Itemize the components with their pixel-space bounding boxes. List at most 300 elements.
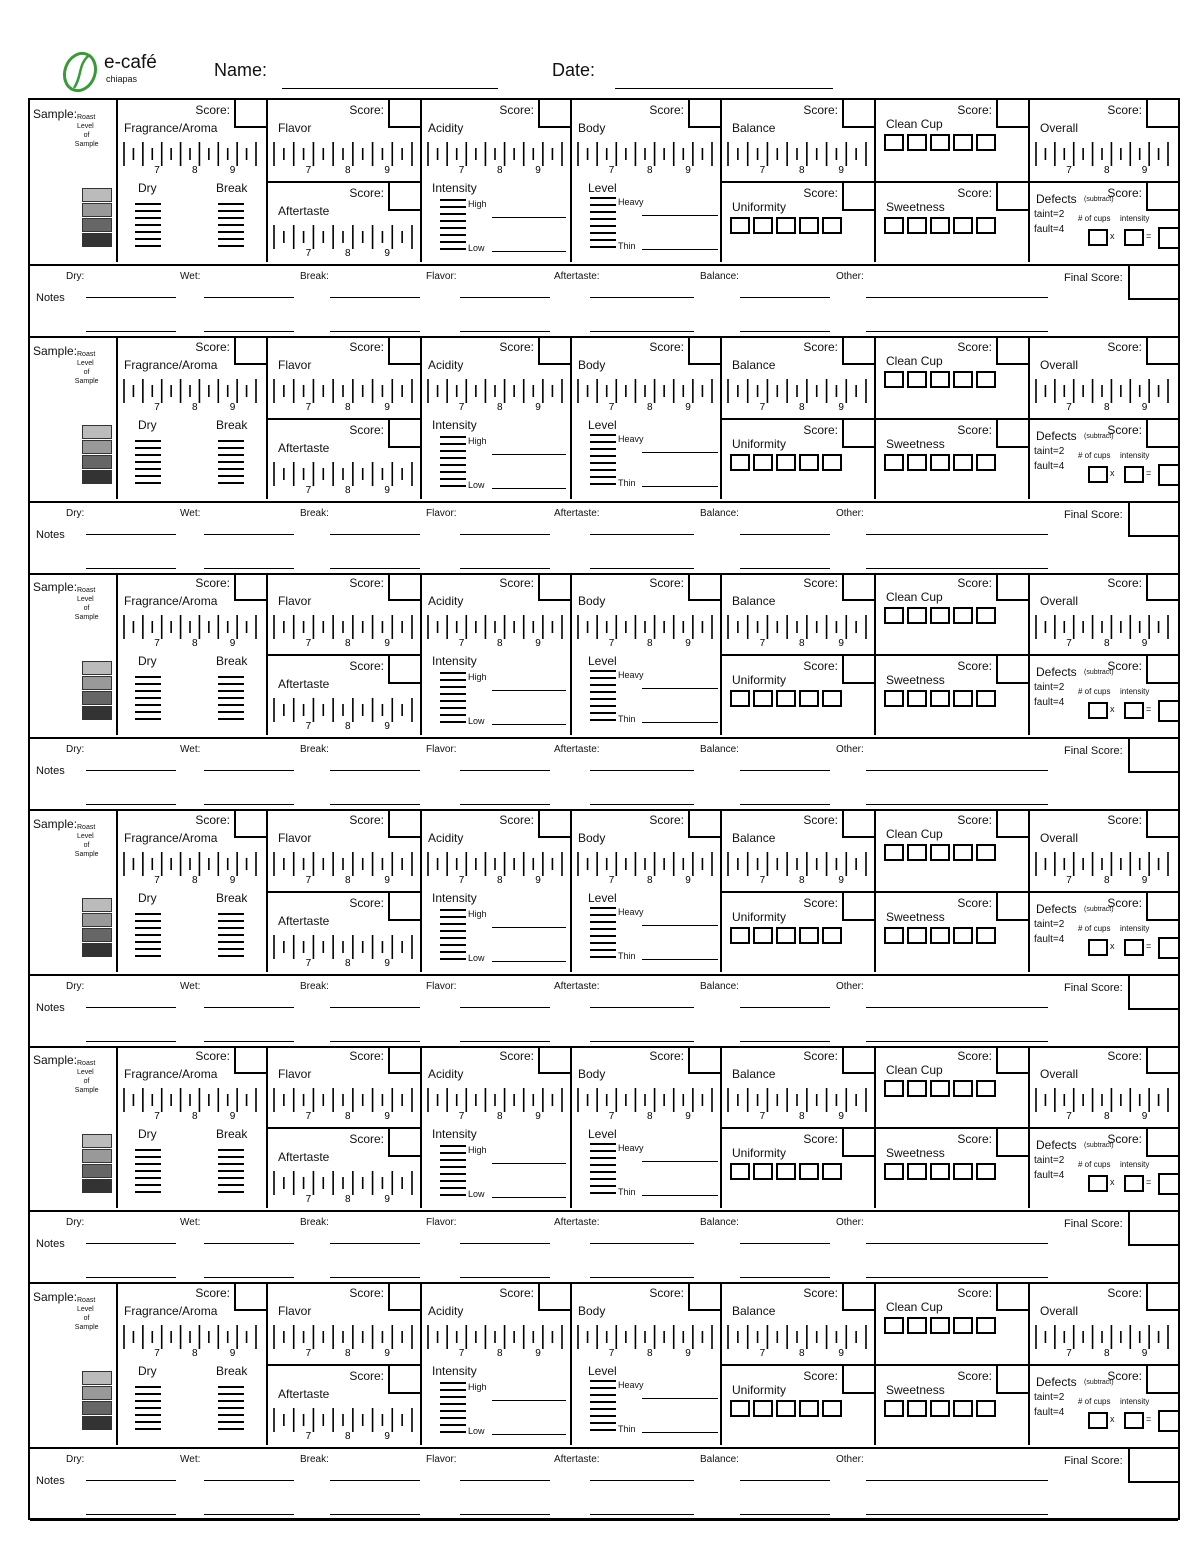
dry-intensity-scale[interactable]: [135, 1149, 161, 1198]
overall-scale[interactable]: [1032, 613, 1172, 647]
overall-score-box[interactable]: [1146, 337, 1178, 365]
cleancup-score-box[interactable]: [996, 337, 1028, 365]
body-level-scale[interactable]: [590, 670, 616, 726]
cup-checkbox[interactable]: [930, 607, 950, 624]
notes-line[interactable]: [204, 804, 294, 805]
cup-checkbox[interactable]: [753, 454, 773, 471]
cup-checkbox[interactable]: [930, 690, 950, 707]
balance-scale[interactable]: [724, 140, 870, 174]
cup-checkbox[interactable]: [822, 1163, 842, 1180]
notes-line[interactable]: [330, 1480, 420, 1481]
overall-scale[interactable]: [1032, 140, 1172, 174]
acidity-note-line[interactable]: [492, 217, 566, 218]
notes-line[interactable]: [866, 770, 1048, 771]
flavor-score-box[interactable]: [388, 1283, 420, 1311]
notes-line[interactable]: [866, 1277, 1048, 1278]
balance-score-box[interactable]: [842, 573, 874, 601]
body-score-box[interactable]: [688, 810, 720, 838]
notes-line[interactable]: [740, 1480, 830, 1481]
notes-line[interactable]: [590, 1277, 694, 1278]
flavor-scale[interactable]: [270, 377, 416, 411]
defects-score-box[interactable]: [1146, 1366, 1178, 1394]
acidity-intensity-scale[interactable]: [440, 199, 466, 255]
acidity-scale[interactable]: [424, 1323, 566, 1357]
cup-checkbox[interactable]: [930, 134, 950, 151]
uniformity-checkboxes[interactable]: [730, 690, 842, 707]
flavor-score-box[interactable]: [388, 810, 420, 838]
notes-line[interactable]: [86, 1243, 176, 1244]
cup-checkbox[interactable]: [822, 927, 842, 944]
final-score-box[interactable]: [1128, 737, 1178, 773]
sweetness-checkboxes[interactable]: [884, 690, 996, 707]
cup-checkbox[interactable]: [976, 927, 996, 944]
final-score-box[interactable]: [1128, 501, 1178, 537]
sample-cell[interactable]: [30, 1046, 118, 1208]
intensity-box[interactable]: [1124, 229, 1144, 246]
cup-checkbox[interactable]: [730, 690, 750, 707]
balance-scale[interactable]: [724, 613, 870, 647]
balance-score-box[interactable]: [842, 1046, 874, 1074]
cup-checkbox[interactable]: [730, 927, 750, 944]
cup-checkbox[interactable]: [884, 844, 904, 861]
fragrance-scale[interactable]: [120, 850, 260, 884]
cup-checkbox[interactable]: [799, 454, 819, 471]
notes-line[interactable]: [330, 1007, 420, 1008]
fragrance-scale[interactable]: [120, 140, 260, 174]
defects-score-box[interactable]: [1146, 893, 1178, 921]
uniformity-checkboxes[interactable]: [730, 927, 842, 944]
cup-checkbox[interactable]: [730, 217, 750, 234]
notes-line[interactable]: [86, 1514, 176, 1515]
cup-checkbox[interactable]: [776, 454, 796, 471]
notes-line[interactable]: [740, 1277, 830, 1278]
cup-checkbox[interactable]: [907, 1080, 927, 1097]
fragrance-score-box[interactable]: [234, 1046, 266, 1074]
notes-line[interactable]: [866, 1243, 1048, 1244]
body-note-line[interactable]: [642, 1432, 718, 1433]
notes-line[interactable]: [590, 331, 694, 332]
break-intensity-scale[interactable]: [218, 1149, 244, 1198]
cup-checkbox[interactable]: [884, 690, 904, 707]
date-field[interactable]: [615, 88, 833, 89]
notes-line[interactable]: [460, 1243, 550, 1244]
final-score-box[interactable]: [1128, 1447, 1178, 1483]
cup-checkbox[interactable]: [776, 1163, 796, 1180]
cup-checkbox[interactable]: [730, 1163, 750, 1180]
balance-score-box[interactable]: [842, 810, 874, 838]
dry-intensity-scale[interactable]: [135, 1386, 161, 1435]
cup-checkbox[interactable]: [976, 1080, 996, 1097]
sweetness-checkboxes[interactable]: [884, 1163, 996, 1180]
dry-intensity-scale[interactable]: [135, 676, 161, 725]
defects-result-box[interactable]: [1158, 700, 1180, 722]
sweetness-score-box[interactable]: [996, 656, 1028, 684]
cup-checkbox[interactable]: [953, 217, 973, 234]
notes-line[interactable]: [460, 331, 550, 332]
defects-score-box[interactable]: [1146, 420, 1178, 448]
notes-line[interactable]: [86, 1007, 176, 1008]
defects-result-box[interactable]: [1158, 1173, 1180, 1195]
acidity-note-line[interactable]: [492, 1434, 566, 1435]
cup-checkbox[interactable]: [930, 217, 950, 234]
cup-checkbox[interactable]: [907, 690, 927, 707]
break-intensity-scale[interactable]: [218, 676, 244, 725]
overall-scale[interactable]: [1032, 1086, 1172, 1120]
flavor-score-box[interactable]: [388, 1046, 420, 1074]
acidity-note-line[interactable]: [492, 488, 566, 489]
acidity-score-box[interactable]: [538, 1283, 570, 1311]
body-score-box[interactable]: [688, 1046, 720, 1074]
final-score-box[interactable]: [1128, 974, 1178, 1010]
cup-checkbox[interactable]: [822, 217, 842, 234]
body-score-box[interactable]: [688, 573, 720, 601]
acidity-scale[interactable]: [424, 613, 566, 647]
notes-line[interactable]: [460, 1480, 550, 1481]
notes-line[interactable]: [590, 568, 694, 569]
flavor-scale[interactable]: [270, 613, 416, 647]
break-intensity-scale[interactable]: [218, 440, 244, 489]
cup-checkbox[interactable]: [976, 134, 996, 151]
flavor-score-box[interactable]: [388, 573, 420, 601]
body-note-line[interactable]: [642, 249, 718, 250]
acidity-note-line[interactable]: [492, 927, 566, 928]
cup-checkbox[interactable]: [953, 1163, 973, 1180]
acidity-note-line[interactable]: [492, 251, 566, 252]
overall-score-box[interactable]: [1146, 100, 1178, 128]
aftertaste-score-box[interactable]: [388, 420, 420, 448]
notes-line[interactable]: [740, 1514, 830, 1515]
cup-checkbox[interactable]: [976, 690, 996, 707]
notes-line[interactable]: [330, 568, 420, 569]
intensity-box[interactable]: [1124, 1175, 1144, 1192]
sweetness-checkboxes[interactable]: [884, 217, 996, 234]
body-note-line[interactable]: [642, 925, 718, 926]
notes-line[interactable]: [590, 1041, 694, 1042]
cleancup-checkboxes[interactable]: [884, 844, 996, 861]
cleancup-checkboxes[interactable]: [884, 1080, 996, 1097]
overall-score-box[interactable]: [1146, 1283, 1178, 1311]
cup-checkbox[interactable]: [753, 927, 773, 944]
fragrance-scale[interactable]: [120, 1323, 260, 1357]
balance-scale[interactable]: [724, 377, 870, 411]
acidity-note-line[interactable]: [492, 961, 566, 962]
uniformity-checkboxes[interactable]: [730, 454, 842, 471]
notes-line[interactable]: [866, 1514, 1048, 1515]
acidity-score-box[interactable]: [538, 1046, 570, 1074]
num-cups-box[interactable]: [1088, 466, 1108, 483]
cleancup-score-box[interactable]: [996, 810, 1028, 838]
notes-line[interactable]: [204, 1277, 294, 1278]
notes-line[interactable]: [330, 770, 420, 771]
notes-line[interactable]: [460, 568, 550, 569]
body-note-line[interactable]: [642, 1161, 718, 1162]
balance-scale[interactable]: [724, 1323, 870, 1357]
body-note-line[interactable]: [642, 722, 718, 723]
body-scale[interactable]: [574, 850, 716, 884]
body-note-line[interactable]: [642, 215, 718, 216]
flavor-scale[interactable]: [270, 1323, 416, 1357]
uniformity-score-box[interactable]: [842, 893, 874, 921]
num-cups-box[interactable]: [1088, 939, 1108, 956]
acidity-note-line[interactable]: [492, 690, 566, 691]
acidity-note-line[interactable]: [492, 1163, 566, 1164]
cup-checkbox[interactable]: [953, 607, 973, 624]
fragrance-score-box[interactable]: [234, 100, 266, 128]
fragrance-score-box[interactable]: [234, 1283, 266, 1311]
cup-checkbox[interactable]: [799, 1163, 819, 1180]
cup-checkbox[interactable]: [776, 690, 796, 707]
dry-intensity-scale[interactable]: [135, 203, 161, 252]
sample-cell[interactable]: [30, 810, 118, 972]
acidity-scale[interactable]: [424, 850, 566, 884]
flavor-scale[interactable]: [270, 1086, 416, 1120]
notes-line[interactable]: [590, 1480, 694, 1481]
body-note-line[interactable]: [642, 688, 718, 689]
notes-line[interactable]: [86, 331, 176, 332]
cup-checkbox[interactable]: [930, 1317, 950, 1334]
cup-checkbox[interactable]: [930, 1080, 950, 1097]
aftertaste-scale[interactable]: [270, 1169, 416, 1203]
notes-line[interactable]: [330, 297, 420, 298]
cup-checkbox[interactable]: [776, 217, 796, 234]
aftertaste-score-box[interactable]: [388, 656, 420, 684]
body-level-scale[interactable]: [590, 197, 616, 253]
dry-intensity-scale[interactable]: [135, 913, 161, 962]
sweetness-checkboxes[interactable]: [884, 927, 996, 944]
aftertaste-scale[interactable]: [270, 1406, 416, 1440]
notes-line[interactable]: [740, 1007, 830, 1008]
cup-checkbox[interactable]: [907, 607, 927, 624]
defects-result-box[interactable]: [1158, 1410, 1180, 1432]
cup-checkbox[interactable]: [953, 927, 973, 944]
flavor-scale[interactable]: [270, 850, 416, 884]
sweetness-checkboxes[interactable]: [884, 454, 996, 471]
cup-checkbox[interactable]: [884, 217, 904, 234]
cleancup-checkboxes[interactable]: [884, 1317, 996, 1334]
cup-checkbox[interactable]: [953, 371, 973, 388]
num-cups-box[interactable]: [1088, 702, 1108, 719]
cup-checkbox[interactable]: [930, 1400, 950, 1417]
fragrance-scale[interactable]: [120, 1086, 260, 1120]
cup-checkbox[interactable]: [976, 371, 996, 388]
overall-scale[interactable]: [1032, 377, 1172, 411]
cup-checkbox[interactable]: [976, 844, 996, 861]
defects-result-box[interactable]: [1158, 937, 1180, 959]
notes-line[interactable]: [460, 1041, 550, 1042]
intensity-box[interactable]: [1124, 939, 1144, 956]
cup-checkbox[interactable]: [884, 371, 904, 388]
intensity-box[interactable]: [1124, 1412, 1144, 1429]
cup-checkbox[interactable]: [730, 1400, 750, 1417]
cup-checkbox[interactable]: [799, 217, 819, 234]
notes-line[interactable]: [86, 804, 176, 805]
cup-checkbox[interactable]: [753, 217, 773, 234]
defects-score-box[interactable]: [1146, 656, 1178, 684]
overall-scale[interactable]: [1032, 850, 1172, 884]
cleancup-score-box[interactable]: [996, 1046, 1028, 1074]
cup-checkbox[interactable]: [976, 1317, 996, 1334]
overall-score-box[interactable]: [1146, 1046, 1178, 1074]
notes-line[interactable]: [866, 1007, 1048, 1008]
cup-checkbox[interactable]: [976, 454, 996, 471]
body-level-scale[interactable]: [590, 907, 616, 963]
notes-line[interactable]: [866, 804, 1048, 805]
cup-checkbox[interactable]: [799, 1400, 819, 1417]
body-scale[interactable]: [574, 1086, 716, 1120]
notes-line[interactable]: [460, 534, 550, 535]
flavor-score-box[interactable]: [388, 100, 420, 128]
notes-line[interactable]: [86, 1277, 176, 1278]
body-level-scale[interactable]: [590, 1380, 616, 1436]
uniformity-score-box[interactable]: [842, 1129, 874, 1157]
break-intensity-scale[interactable]: [218, 913, 244, 962]
acidity-note-line[interactable]: [492, 454, 566, 455]
sweetness-score-box[interactable]: [996, 893, 1028, 921]
cleancup-checkboxes[interactable]: [884, 371, 996, 388]
body-scale[interactable]: [574, 1323, 716, 1357]
aftertaste-score-box[interactable]: [388, 183, 420, 211]
cup-checkbox[interactable]: [907, 1317, 927, 1334]
cup-checkbox[interactable]: [753, 690, 773, 707]
notes-line[interactable]: [590, 1007, 694, 1008]
cup-checkbox[interactable]: [930, 454, 950, 471]
acidity-intensity-scale[interactable]: [440, 436, 466, 492]
cleancup-score-box[interactable]: [996, 1283, 1028, 1311]
uniformity-checkboxes[interactable]: [730, 217, 842, 234]
notes-line[interactable]: [740, 331, 830, 332]
body-note-line[interactable]: [642, 1195, 718, 1196]
cup-checkbox[interactable]: [907, 1400, 927, 1417]
cup-checkbox[interactable]: [884, 454, 904, 471]
cup-checkbox[interactable]: [884, 1317, 904, 1334]
notes-line[interactable]: [460, 804, 550, 805]
notes-line[interactable]: [330, 534, 420, 535]
notes-line[interactable]: [204, 1041, 294, 1042]
cup-checkbox[interactable]: [907, 371, 927, 388]
aftertaste-scale[interactable]: [270, 696, 416, 730]
final-score-box[interactable]: [1128, 264, 1178, 300]
notes-line[interactable]: [204, 534, 294, 535]
sweetness-score-box[interactable]: [996, 183, 1028, 211]
cup-checkbox[interactable]: [884, 607, 904, 624]
cup-checkbox[interactable]: [953, 844, 973, 861]
aftertaste-scale[interactable]: [270, 460, 416, 494]
acidity-scale[interactable]: [424, 377, 566, 411]
uniformity-score-box[interactable]: [842, 1366, 874, 1394]
notes-line[interactable]: [330, 1243, 420, 1244]
notes-line[interactable]: [866, 331, 1048, 332]
cup-checkbox[interactable]: [907, 844, 927, 861]
uniformity-checkboxes[interactable]: [730, 1400, 842, 1417]
cup-checkbox[interactable]: [907, 134, 927, 151]
notes-line[interactable]: [86, 297, 176, 298]
cup-checkbox[interactable]: [976, 217, 996, 234]
notes-line[interactable]: [590, 534, 694, 535]
cup-checkbox[interactable]: [822, 690, 842, 707]
body-level-scale[interactable]: [590, 1143, 616, 1199]
balance-score-box[interactable]: [842, 100, 874, 128]
intensity-box[interactable]: [1124, 466, 1144, 483]
notes-line[interactable]: [740, 770, 830, 771]
notes-line[interactable]: [740, 534, 830, 535]
notes-line[interactable]: [330, 1277, 420, 1278]
cup-checkbox[interactable]: [907, 217, 927, 234]
notes-line[interactable]: [740, 804, 830, 805]
notes-line[interactable]: [590, 804, 694, 805]
cup-checkbox[interactable]: [884, 1163, 904, 1180]
body-score-box[interactable]: [688, 1283, 720, 1311]
body-scale[interactable]: [574, 140, 716, 174]
cup-checkbox[interactable]: [907, 454, 927, 471]
name-field[interactable]: [282, 88, 498, 89]
aftertaste-score-box[interactable]: [388, 893, 420, 921]
notes-line[interactable]: [866, 297, 1048, 298]
notes-line[interactable]: [460, 297, 550, 298]
cup-checkbox[interactable]: [753, 1163, 773, 1180]
balance-scale[interactable]: [724, 1086, 870, 1120]
fragrance-scale[interactable]: [120, 377, 260, 411]
notes-line[interactable]: [204, 1480, 294, 1481]
num-cups-box[interactable]: [1088, 1412, 1108, 1429]
acidity-scale[interactable]: [424, 140, 566, 174]
cup-checkbox[interactable]: [884, 1080, 904, 1097]
aftertaste-scale[interactable]: [270, 223, 416, 257]
sweetness-score-box[interactable]: [996, 1366, 1028, 1394]
acidity-score-box[interactable]: [538, 573, 570, 601]
notes-line[interactable]: [204, 297, 294, 298]
notes-line[interactable]: [330, 804, 420, 805]
notes-line[interactable]: [460, 1514, 550, 1515]
intensity-box[interactable]: [1124, 702, 1144, 719]
notes-line[interactable]: [86, 1041, 176, 1042]
notes-line[interactable]: [740, 1041, 830, 1042]
aftertaste-score-box[interactable]: [388, 1366, 420, 1394]
notes-line[interactable]: [866, 534, 1048, 535]
cleancup-score-box[interactable]: [996, 100, 1028, 128]
cup-checkbox[interactable]: [976, 607, 996, 624]
notes-line[interactable]: [86, 1480, 176, 1481]
acidity-note-line[interactable]: [492, 1400, 566, 1401]
aftertaste-scale[interactable]: [270, 933, 416, 967]
notes-line[interactable]: [460, 1277, 550, 1278]
notes-line[interactable]: [204, 770, 294, 771]
acidity-intensity-scale[interactable]: [440, 1382, 466, 1438]
notes-line[interactable]: [740, 1243, 830, 1244]
cup-checkbox[interactable]: [930, 927, 950, 944]
defects-score-box[interactable]: [1146, 183, 1178, 211]
acidity-score-box[interactable]: [538, 337, 570, 365]
overall-score-box[interactable]: [1146, 810, 1178, 838]
balance-scale[interactable]: [724, 850, 870, 884]
notes-line[interactable]: [204, 331, 294, 332]
fragrance-scale[interactable]: [120, 613, 260, 647]
cup-checkbox[interactable]: [822, 1400, 842, 1417]
notes-line[interactable]: [460, 770, 550, 771]
aftertaste-score-box[interactable]: [388, 1129, 420, 1157]
acidity-note-line[interactable]: [492, 724, 566, 725]
acidity-scale[interactable]: [424, 1086, 566, 1120]
cleancup-checkboxes[interactable]: [884, 134, 996, 151]
final-score-box[interactable]: [1128, 1210, 1178, 1246]
uniformity-score-box[interactable]: [842, 420, 874, 448]
uniformity-score-box[interactable]: [842, 656, 874, 684]
body-note-line[interactable]: [642, 959, 718, 960]
cup-checkbox[interactable]: [953, 454, 973, 471]
cup-checkbox[interactable]: [884, 1400, 904, 1417]
cleancup-checkboxes[interactable]: [884, 607, 996, 624]
notes-line[interactable]: [740, 568, 830, 569]
break-intensity-scale[interactable]: [218, 1386, 244, 1435]
